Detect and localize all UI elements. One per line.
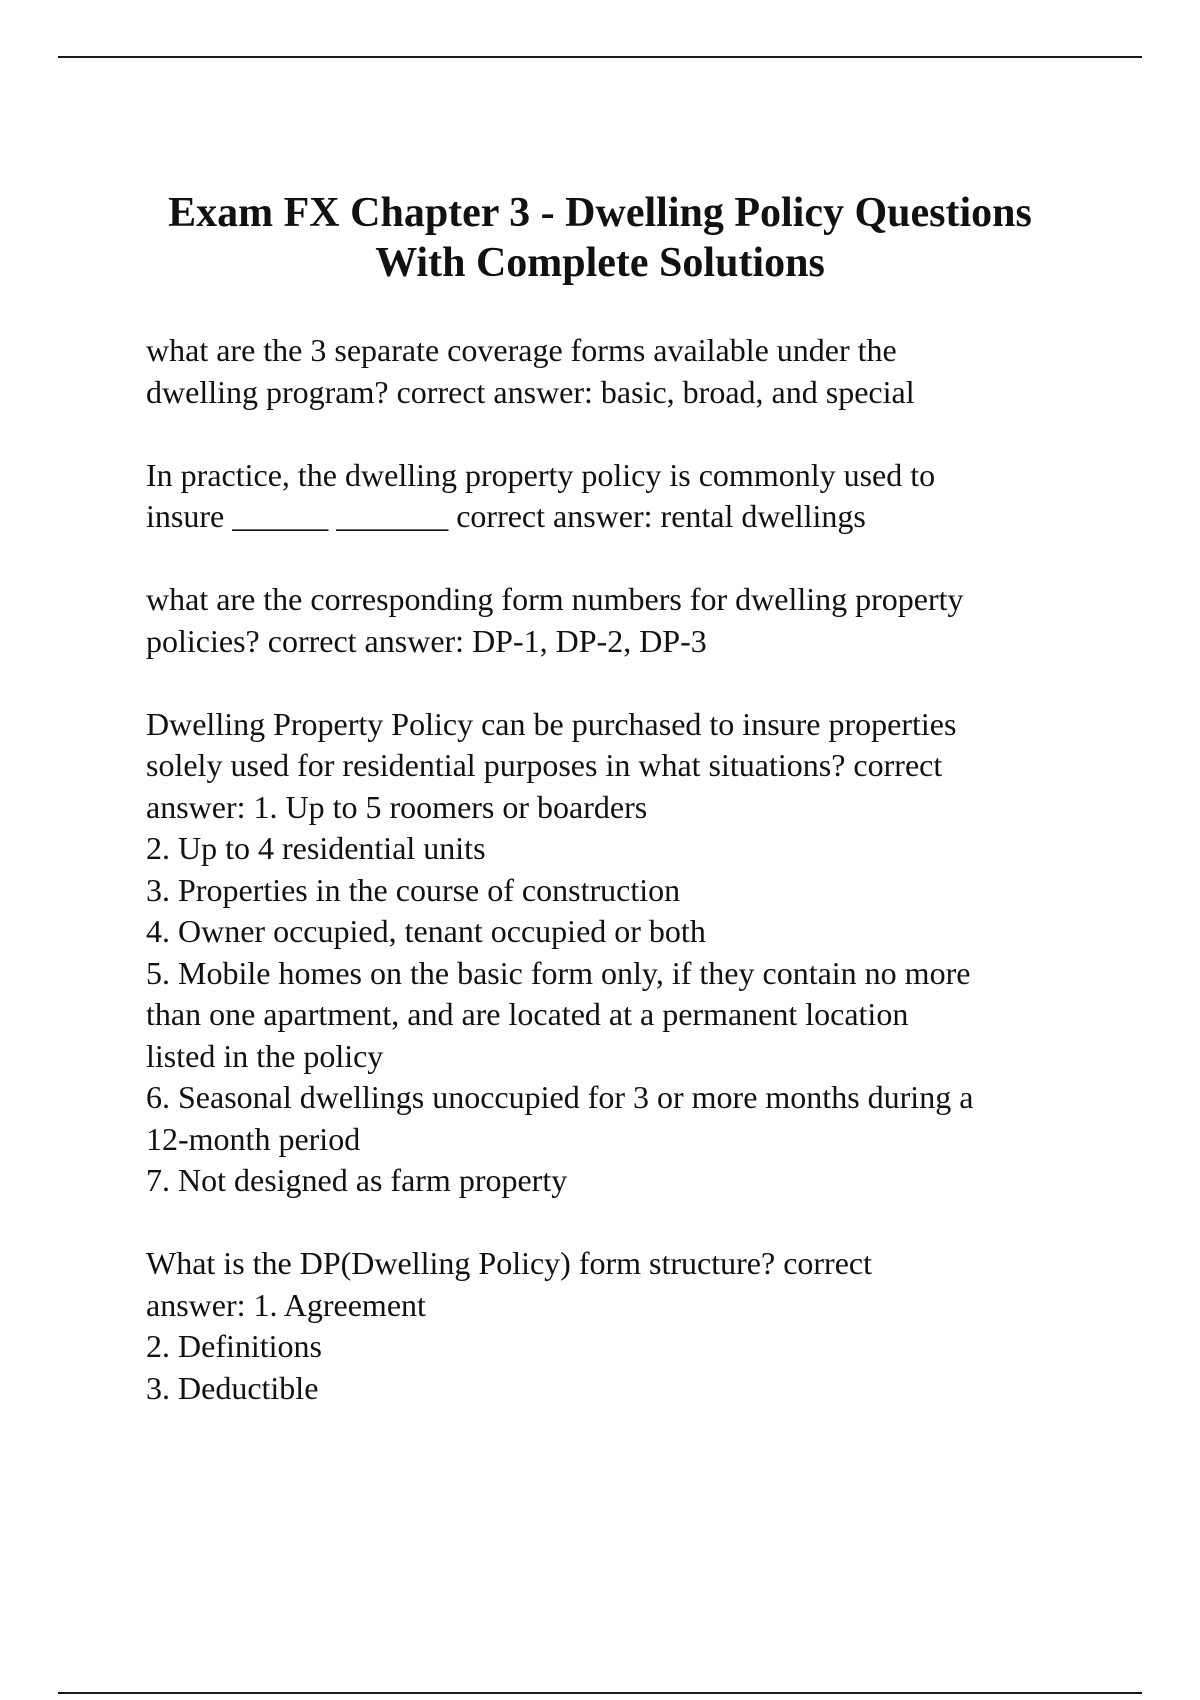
text-line: insure ______ _______ correct answer: rental dwellings [146,498,866,534]
text-line: answer: 1. Up to 5 roomers or boarders [146,788,648,825]
qa-item-coverage-forms [146,330,1096,413]
text-line: 2. Up to 4 residential units [146,830,486,866]
text-line: 12-month period [146,1120,361,1157]
qa-item-eligible-situations [146,704,1096,1202]
text-line: 3. Deductible [146,1369,319,1406]
text-line: Dwelling Property Policy can be purchased to insure properties [146,705,957,742]
qa-text [146,455,1096,538]
document-title [58,188,1142,288]
text-line: what are the corresponding form numbers for dwelling property [146,581,964,617]
text-line: 5. Mobile homes on the basic form only, if they contain no more [146,954,971,991]
qa-text [146,704,1096,1202]
text-line: In practice, the dwelling property policy is commonly used to [146,456,936,493]
qa-item-form-structure [146,1243,1096,1409]
qa-text [146,330,1096,413]
text-line: 6. Seasonal dwellings unoccupied for 3 or more months during a [146,1079,974,1115]
qa-text [146,1243,1096,1409]
text-line: 2. Definitions [146,1328,322,1364]
text-line: dwelling program? correct answer: basic, broad, and special [146,373,915,410]
text-line: solely used for residential purposes in what situations? correct [146,747,943,783]
text-line: 3. Properties in the course of construction [146,871,681,908]
text-line: listed in the policy [146,1037,384,1074]
top-rule [58,56,1142,58]
qa-item-rental-dwellings [146,455,1096,538]
qa-text [146,579,1096,662]
qa-item-form-numbers [146,579,1096,662]
title-line-2: With Complete Solutions [375,240,825,286]
text-line: answer: 1. Agreement [146,1286,426,1323]
text-line: 7. Not designed as farm property [146,1162,568,1198]
text-line: policies? correct answer: DP-1, DP-2, DP-3 [146,622,707,659]
text-line: what are the 3 separate coverage forms available under the [146,332,897,368]
document-body [146,330,1096,1451]
title-line-1: Exam FX Chapter 3 - Dwelling Policy Questions [168,190,1032,236]
text-line: 4. Owner occupied, tenant occupied or both [146,913,706,949]
text-line: than one apartment, and are located at a permanent location [146,996,909,1032]
text-line: What is the DP(Dwelling Policy) form structure? correct [146,1245,872,1281]
bottom-rule [58,1692,1142,1694]
